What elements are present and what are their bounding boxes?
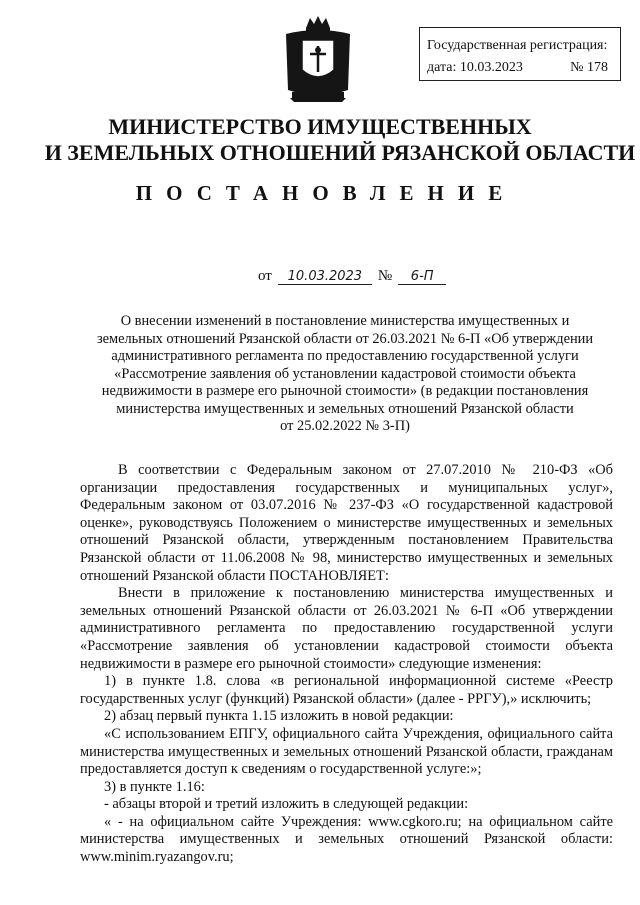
document-body <box>80 462 613 867</box>
body-paragraph: 3) в пункте 1.16: <box>104 778 205 795</box>
date-from-label: от <box>258 268 272 284</box>
body-paragraph: - абзацы второй и третий изложить в следующей редакции: <box>104 796 469 813</box>
body-paragraph: 1) в пункте 1.8. слова «в региональной информационной системе «Реестр государственных услуг (функций) Рязанской области» (далее - РРГУ),» исключить; <box>80 673 613 707</box>
registration-box <box>419 27 621 81</box>
document-title <box>80 313 610 436</box>
document-type: ПОСТАНОВЛЕНИЕ <box>135 181 517 205</box>
registration-label: Государственная регистрация: <box>427 38 608 53</box>
title-line: земельных отношений Рязанской области от 26.03.2021 № 6-П «Об утверждении <box>96 330 594 347</box>
body-paragraph: Внести в приложение к постановлению министерства имущественных и земельных отношений Рязанской области от 26.03.2021 № 6-П «Об утверждении административного регламента по предоставлению государственной услуги «Рассмотрение заявления об установлении кадастровой стоимости объекта недвижимости в размере его рыночной стоимости» следующие изменения: <box>80 585 613 672</box>
registration-number: № 178 <box>570 60 608 75</box>
body-paragraph: 2) абзац первый пункта 1.15 изложить в новой редакции: <box>104 708 454 725</box>
number-label: № <box>377 268 393 284</box>
body-paragraph: «С использованием ЕПГУ, официального сайта Учреждения, официального сайта министерства имущественных и земельных отношений Рязанской области, гражданам предоставляется доступ к сведениям о государственной услуге:»; <box>80 725 613 778</box>
handwritten-number: 6-П <box>398 269 446 285</box>
ministry-line-1: МИНИСТЕРСТВО ИМУЩЕСТВЕННЫХ <box>108 114 532 139</box>
handwritten-date: 10.03.2023 <box>278 269 372 285</box>
dateline <box>258 268 446 285</box>
body-paragraph: В соответствии с Федеральным законом от 27.07.2010 № 210-ФЗ «Об организации предоставления государственных и муниципальных услуг», Федеральным законом от 03.07.2016 № 237-ФЗ «О государственной кадастровой оценке», руководствуясь Положением о министерстве имущественных и земельных отношений Рязанской области, утвержденным постановлением Правительства Рязанской области от 11.06.2008 № 98, министерство имущественных и земельных отношений Рязанской области ПОСТАНОВЛЯЕТ: <box>80 462 613 584</box>
title-line: «Рассмотрение заявления об установлении кадастровой стоимости объекта <box>114 365 576 382</box>
coat-of-arms-icon <box>278 14 358 102</box>
title-line: недвижимости в размере его рыночной стоимости» (в редакции постановления <box>101 383 589 399</box>
title-line: министерства имущественных и земельных отношений Рязанской области <box>116 400 574 417</box>
ministry-header <box>0 114 640 166</box>
title-line: О внесении изменений в постановление министерства имущественных и <box>120 313 570 329</box>
body-paragraph: « - на официальном сайте Учреждения: www.cgkoro.ru; на официальном сайте министерства имущественных и земельных отношений Рязанской области: www.minim.ryazangov.ru; <box>80 813 613 866</box>
title-line: административного регламента по предоставлению государственной услуги <box>111 348 579 364</box>
ministry-line-2: И ЗЕМЕЛЬНЫХ ОТНОШЕНИЙ РЯЗАНСКОЙ ОБЛАСТИ <box>44 140 636 165</box>
registration-date: дата: 10.03.2023 <box>427 60 523 75</box>
title-line: от 25.02.2022 № 3-П) <box>280 418 410 434</box>
